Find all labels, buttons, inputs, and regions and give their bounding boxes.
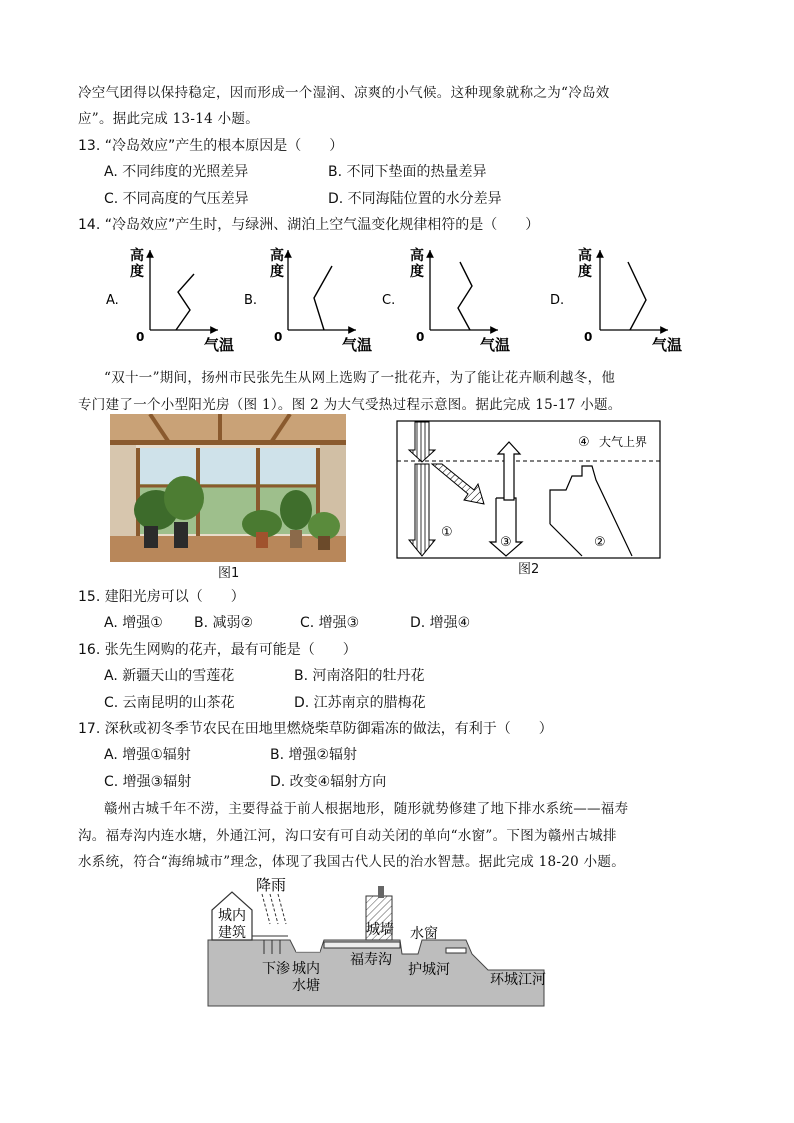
label-2: ② [594, 535, 606, 550]
graph-b-ylabel-1: 高 [270, 248, 284, 264]
figure-1-caption: 图1 [218, 566, 240, 581]
label-fushou: 福寿沟 [350, 952, 392, 968]
q15-option-a[interactable]: A. 增强① [104, 615, 163, 631]
graph-d[interactable] [550, 247, 682, 354]
q16-option-b[interactable]: B. 河南洛阳的牡丹花 [294, 668, 425, 684]
label-seep: 下渗 [262, 961, 290, 977]
graph-a-ylabel-2: 度 [130, 264, 144, 280]
label-building-1: 城内 [218, 908, 246, 924]
q15-option-c[interactable]: C. 增强③ [300, 615, 360, 631]
graph-b-label: B. [244, 293, 258, 308]
intro-line: 赣州古城千年不涝，主要得益于前人根据地形，随形就势修建了地下排水系统——福寿 [104, 801, 629, 817]
question-15: 15. 建阳光房可以（ ） [78, 589, 245, 605]
label-atmosphere-top: 大气上界 [599, 435, 648, 449]
q13-option-a[interactable]: A. 不同纬度的光照差异 [104, 164, 249, 180]
graph-c-curve [458, 262, 472, 330]
q13-option-c[interactable]: C. 不同高度的气压差异 [104, 191, 249, 207]
graph-a-curve [176, 274, 194, 330]
graph-d-curve [628, 262, 646, 330]
graph-d-ylabel-1: 高 [578, 248, 592, 264]
label-moat: 护城河 [408, 962, 450, 978]
label-pond-2: 水塘 [292, 978, 320, 994]
graph-d-label: D. [550, 293, 565, 308]
q13-option-b[interactable]: B. 不同下垫面的热量差异 [328, 164, 487, 180]
graph-a-origin: 0 [136, 330, 145, 344]
intro-line: 冷空气团得以保持稳定，因而形成一个湿润、凉爽的小气候。这种现象就称之为“冷岛效 [78, 85, 610, 101]
graph-c-ylabel-2: 度 [410, 264, 424, 280]
q14-graphs [100, 238, 700, 356]
q17-option-d[interactable]: D. 改变④辐射方向 [270, 774, 387, 790]
label-window: 水窗 [410, 926, 438, 942]
label-1: ① [441, 525, 453, 540]
graph-c-xlabel: 气温 [480, 336, 511, 354]
graph-c-label: C. [382, 293, 396, 308]
question-14: 14. “冷岛效应”产生时，与绿洲、湖泊上空气温变化规律相符的是（ ） [78, 217, 540, 233]
q16-option-a[interactable]: A. 新疆天山的雪莲花 [104, 668, 235, 684]
q16-option-c[interactable]: C. 云南昆明的山茶花 [104, 695, 235, 711]
label-4: ④ [578, 435, 590, 450]
intro-line: 沟。福寿沟内连水塘，外通江河，沟口安有可自动关闭的单向“水窗”。下图为赣州古城排 [78, 828, 617, 844]
graph-d-origin: 0 [584, 330, 593, 344]
label-building-2: 建筑 [218, 925, 246, 941]
graph-c-origin: 0 [416, 330, 425, 344]
q17-option-c[interactable]: C. 增强③辐射 [104, 774, 192, 790]
question-17: 17. 深秋或初冬季节农民在田地里燃烧柴草防御霜冻的做法，有利于（ ） [78, 721, 553, 737]
intro-line: 水系统，符合“海绵城市”理念，体现了我国古代人民的治水智慧。据此完成 18-20 小题。 [78, 854, 626, 870]
drainage-system-diagram [204, 874, 548, 1010]
graph-d-ylabel-2: 度 [578, 264, 592, 280]
intro-line: 专门建了一个小型阳光房（图 1）。图 2 为大气受热过程示意图。据此完成 15-17 小题。 [78, 397, 622, 413]
intro-line: “双十一”期间，扬州市民张先生从网上选购了一批花卉，为了能让花卉顺利越冬，他 [104, 370, 616, 386]
graph-b-curve [314, 266, 332, 330]
graph-a-label: A. [106, 293, 119, 308]
q16-option-d[interactable]: D. 江苏南京的腊梅花 [294, 695, 426, 711]
q15-option-d[interactable]: D. 增强④ [410, 615, 471, 631]
question-13: 13. “冷岛效应”产生的根本原因是（ ） [78, 138, 344, 154]
graph-b-origin: 0 [274, 330, 283, 344]
label-river: 环城江河 [490, 972, 546, 988]
atmosphere-heating-diagram [396, 420, 662, 560]
q13-option-d[interactable]: D. 不同海陆位置的水分差异 [328, 191, 502, 207]
label-wall: 城墙 [366, 922, 394, 938]
graph-a[interactable] [106, 247, 234, 354]
q15-option-b[interactable]: B. 减弱② [194, 615, 254, 631]
sunroom-photo [110, 414, 346, 562]
figure-2-caption: 图2 [518, 562, 540, 577]
graph-b[interactable] [244, 247, 372, 354]
graph-b-ylabel-2: 度 [270, 264, 284, 280]
q17-option-b[interactable]: B. 增强②辐射 [270, 747, 358, 763]
label-rain: 降雨 [256, 876, 287, 894]
label-3: ③ [500, 535, 512, 550]
graph-c[interactable] [382, 247, 510, 354]
graph-b-xlabel: 气温 [342, 336, 373, 354]
graph-a-ylabel-1: 高 [130, 248, 144, 264]
question-16: 16. 张先生网购的花卉，最有可能是（ ） [78, 642, 357, 658]
graph-c-ylabel-1: 高 [410, 248, 424, 264]
graph-a-xlabel: 气温 [204, 336, 235, 354]
intro-line: 应”。据此完成 13-14 小题。 [78, 111, 260, 127]
graph-d-xlabel: 气温 [652, 336, 683, 354]
label-pond-1: 城内 [292, 961, 320, 977]
q17-option-a[interactable]: A. 增强①辐射 [104, 747, 191, 763]
